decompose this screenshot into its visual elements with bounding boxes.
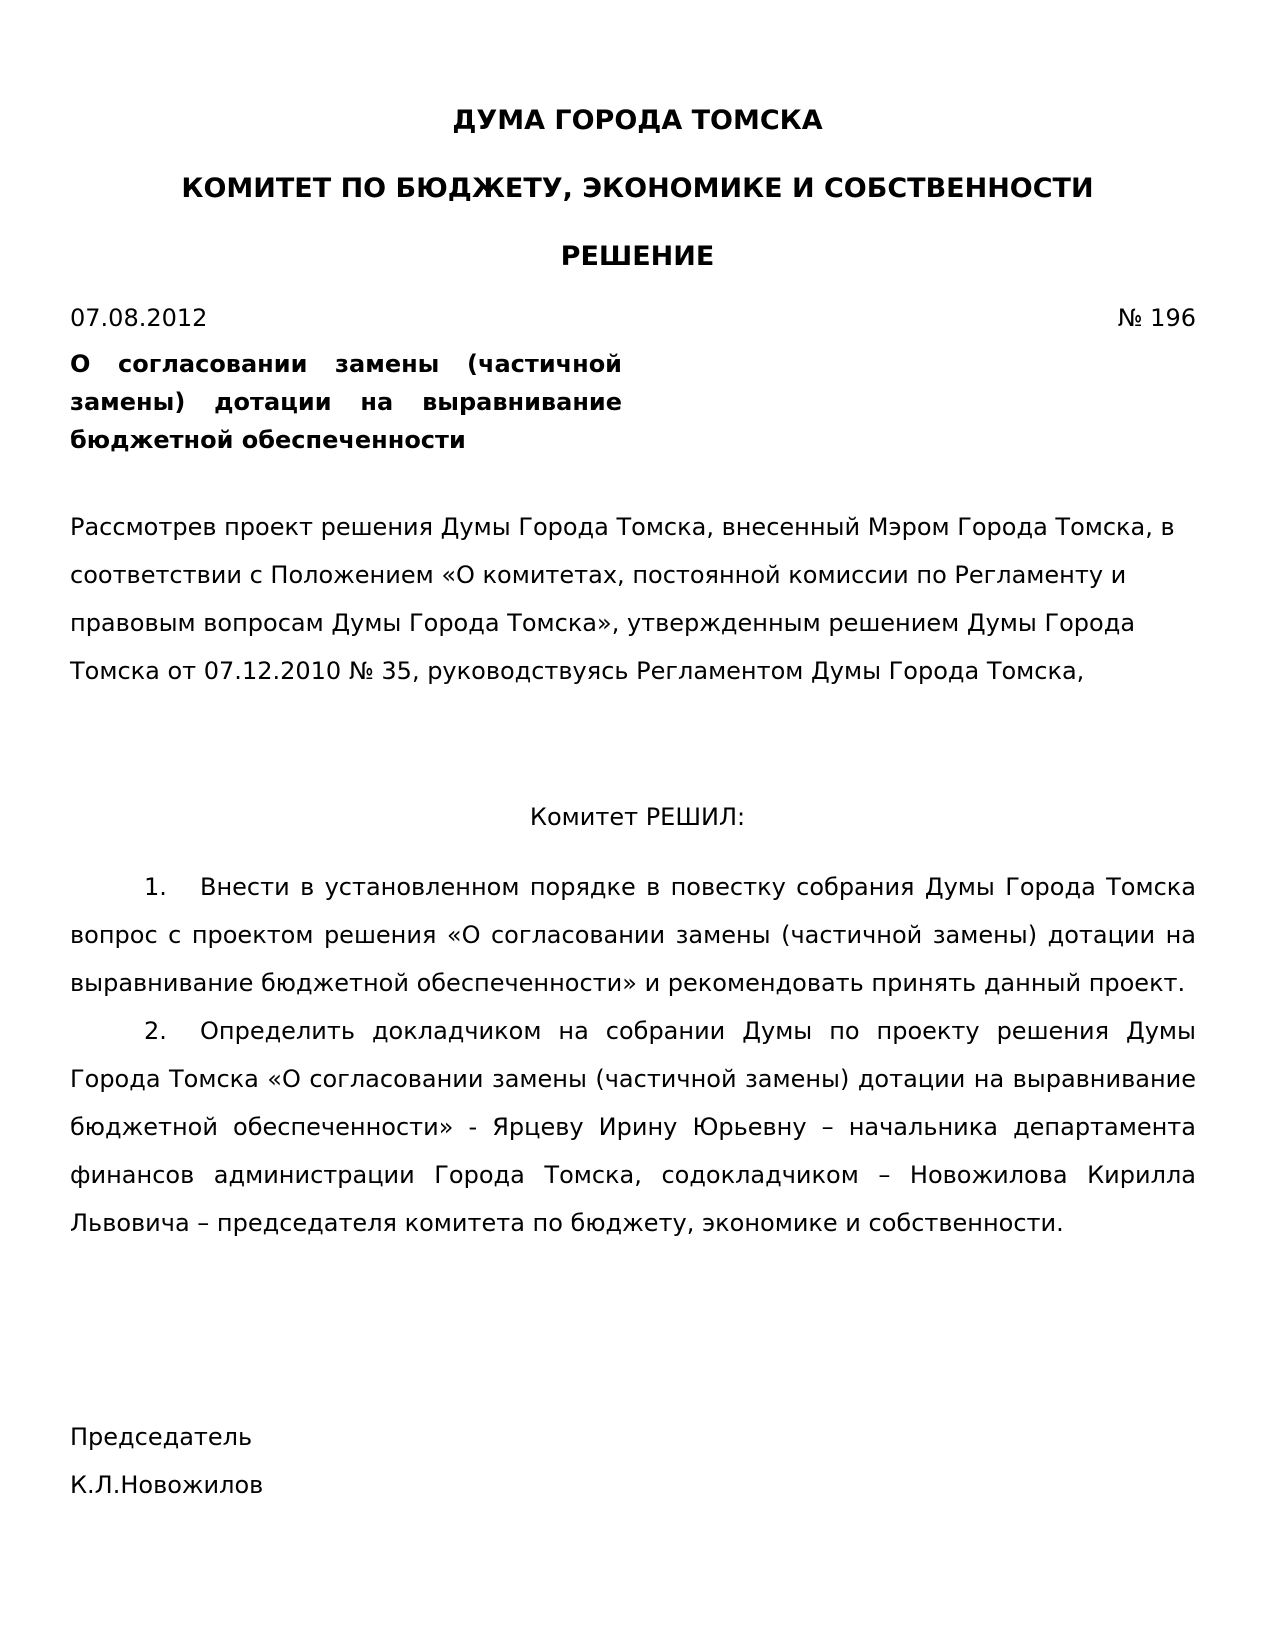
document-date: 07.08.2012 [70,304,208,332]
signatory-name: К.Л.Новожилов [70,1471,264,1499]
decision-item-number: 2. [144,1017,167,1045]
decision-items [70,863,1196,1247]
preamble-paragraph: Рассмотрев проект решения Думы Города Томска, внесенный Мэром Города Томска, в соответствии с Положением «О комитетах, постоянной комиссии по Регламенту и правовым вопросам Думы Города Томска», утвержденным решением Думы Города Томска от 07.12.2010 № 35, руководствуясь Регламентом Думы Города Томска, [70,513,1175,685]
decision-item [70,863,1196,1007]
decision-item [70,1007,1196,1247]
signature-block [70,1413,263,1509]
committee-title: КОМИТЕТ ПО БЮДЖЕТУ, ЭКОНОМИКЕ И СОБСТВЕННОСТИ [181,173,1094,204]
decision-item-text: Определить докладчиком на собрании Думы по проекту решения Думы Города Томска «О согласовании замены (частичной замены) дотации на выравнивание бюджетной обеспеченности» - Ярцеву Ирину Юрьевну – начальника департамента финансов администрации Города Томска, содокладчиком – Новожилова Кирилла Львовича – председателя комитета по бюджету, экономике и собственности. [70,1017,1196,1237]
organization-title: ДУМА ГОРОДА ТОМСКА [452,105,823,136]
document-type-title: РЕШЕНИЕ [560,241,715,272]
document-meta [70,302,1196,334]
document-number: № 196 [1117,304,1196,332]
decision-item-text: Внести в установленном порядке в повестку собрания Думы Города Томска вопрос с проектом решения «О согласовании замены (частичной замены) дотации на выравнивание бюджетной обеспеченности» и рекомендовать принять данный проект. [70,873,1196,997]
resolved-label: Комитет РЕШИЛ: [529,803,746,831]
document-subject: О согласовании замены (частичной замены) дотации на выравнивание бюджетной обеспеченности [70,350,622,454]
signatory-title: Председатель [70,1423,253,1451]
decision-item-number: 1. [144,873,167,901]
